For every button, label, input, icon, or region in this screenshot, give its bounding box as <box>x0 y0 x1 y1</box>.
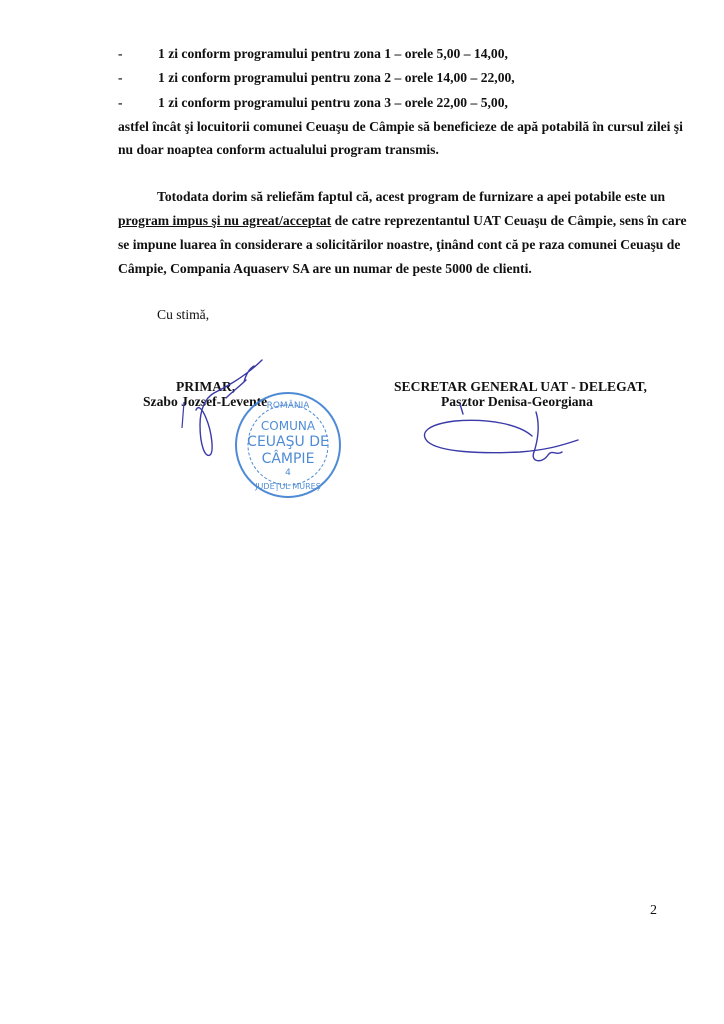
list-item: - 1 zi conform programului pentru zona 2 – orele 14,00 – 22,00, <box>118 70 515 85</box>
secretary-name: Pasztor Denisa-Georgiana <box>441 394 593 409</box>
stamp-top-text: ROMÂNIA <box>266 401 310 411</box>
list-item: - 1 zi conform programului pentru zona 1 – orele 5,00 – 14,00, <box>118 46 508 61</box>
page-number: 2 <box>650 903 657 918</box>
list-item: - 1 zi conform programului pentru zona 3 – orele 22,00 – 5,00, <box>118 95 508 110</box>
stamp-line-1: COMUNA <box>260 419 316 433</box>
secretary-signature <box>424 404 578 461</box>
underlined-phrase: program impus şi nu agreat/acceptat <box>118 213 332 228</box>
document-page: - 1 zi conform programului pentru zona 1 – orele 5,00 – 14,00, - 1 zi conform programului pentru zona 2 – orele 14,00 – 22,00, - 1 zi conform programului pentru zona 3 – orele 22,00 – 5,00, astfel încât şi locuitorii comunei Ceuaşu de Câmpie să beneficieze de apă potabilă în cursul zilei şi nu doar noaptea conform actualului program transmis. Totodata dorim să reliefăm faptul că, acest program de furnizare a apei potabile este un program impus şi nu agreat/acceptat de catre reprezentantul UAT Ceuaşu de Câmpie, sens în care se impune luarea în considerare a solicitărilor noastre, ţinând cont că pe raza comunei Ceuaşu de Câmpie, Compania Aquaserv SA are un numar de peste 5000 de clienti. Cu stimă, PRIMAR, Szabo Jozsef-Levente SECRETAR GENERAL UAT - DELEGAT, Pasztor Denisa-Georgiana ROMÂNIA COMUNA CEUAŞU DE CÂMPIE 4 JUDEŢUL MUREŞ 2 <box>0 0 724 1024</box>
closing-salutation: Cu stimă, <box>157 307 210 322</box>
mayor-title: PRIMAR, <box>176 379 236 394</box>
stamp-line-2: CEUAŞU DE <box>247 434 329 450</box>
secretary-title: SECRETAR GENERAL UAT - DELEGAT, <box>394 379 647 394</box>
stamp-bottom-text: JUDEŢUL MUREŞ <box>255 482 321 491</box>
mayor-name: Szabo Jozsef-Levente <box>143 394 268 409</box>
stamp-line-3: CÂMPIE <box>261 451 315 467</box>
official-stamp <box>236 393 340 497</box>
stamp-number: 4 <box>285 468 291 478</box>
